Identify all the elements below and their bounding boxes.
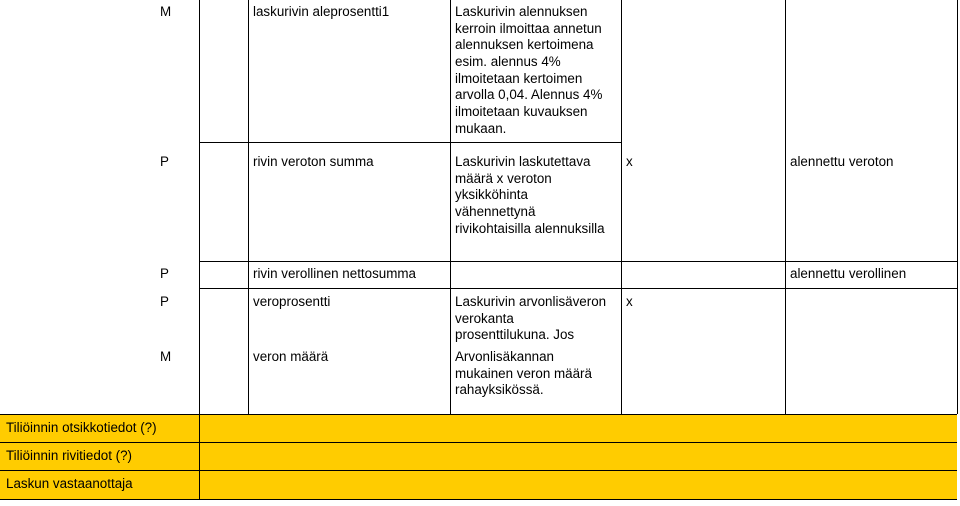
- row-divider: [199, 288, 958, 289]
- section-title: Laskun vastaanottaja: [6, 476, 133, 491]
- row-divider: [199, 261, 958, 262]
- column-divider: [785, 0, 786, 414]
- row-divider: [199, 142, 622, 143]
- row-mark: x: [626, 294, 633, 309]
- row-field-name: rivin verollinen nettosumma: [253, 266, 416, 281]
- row-code: P: [160, 266, 169, 281]
- row-field-name: veron määrä: [253, 349, 329, 364]
- row-mark: x: [626, 154, 633, 169]
- section-title: Tiliöinnin rivitiedot (?): [6, 448, 133, 463]
- row-code: P: [160, 154, 169, 169]
- row-code: M: [160, 349, 172, 364]
- section-band-invoice-recipient: [0, 470, 957, 500]
- row-note: alennettu verollinen: [790, 266, 907, 281]
- column-divider: [957, 0, 958, 414]
- row-code: P: [160, 294, 169, 309]
- column-divider: [248, 0, 249, 414]
- section-band-accounting-header: [0, 414, 957, 442]
- row-note: alennettu veroton: [790, 154, 894, 169]
- column-divider: [621, 0, 622, 414]
- section-title: Tiliöinnin otsikkotiedot (?): [6, 420, 157, 435]
- column-divider: [450, 0, 451, 414]
- section-band-accounting-rows: [0, 442, 957, 470]
- row-field-name: laskurivin aleprosentti1: [253, 4, 390, 19]
- row-code: M: [160, 4, 172, 19]
- column-divider: [199, 0, 200, 414]
- row-field-name: rivin veroton summa: [253, 154, 374, 169]
- row-field-name: veroprosentti: [253, 294, 331, 309]
